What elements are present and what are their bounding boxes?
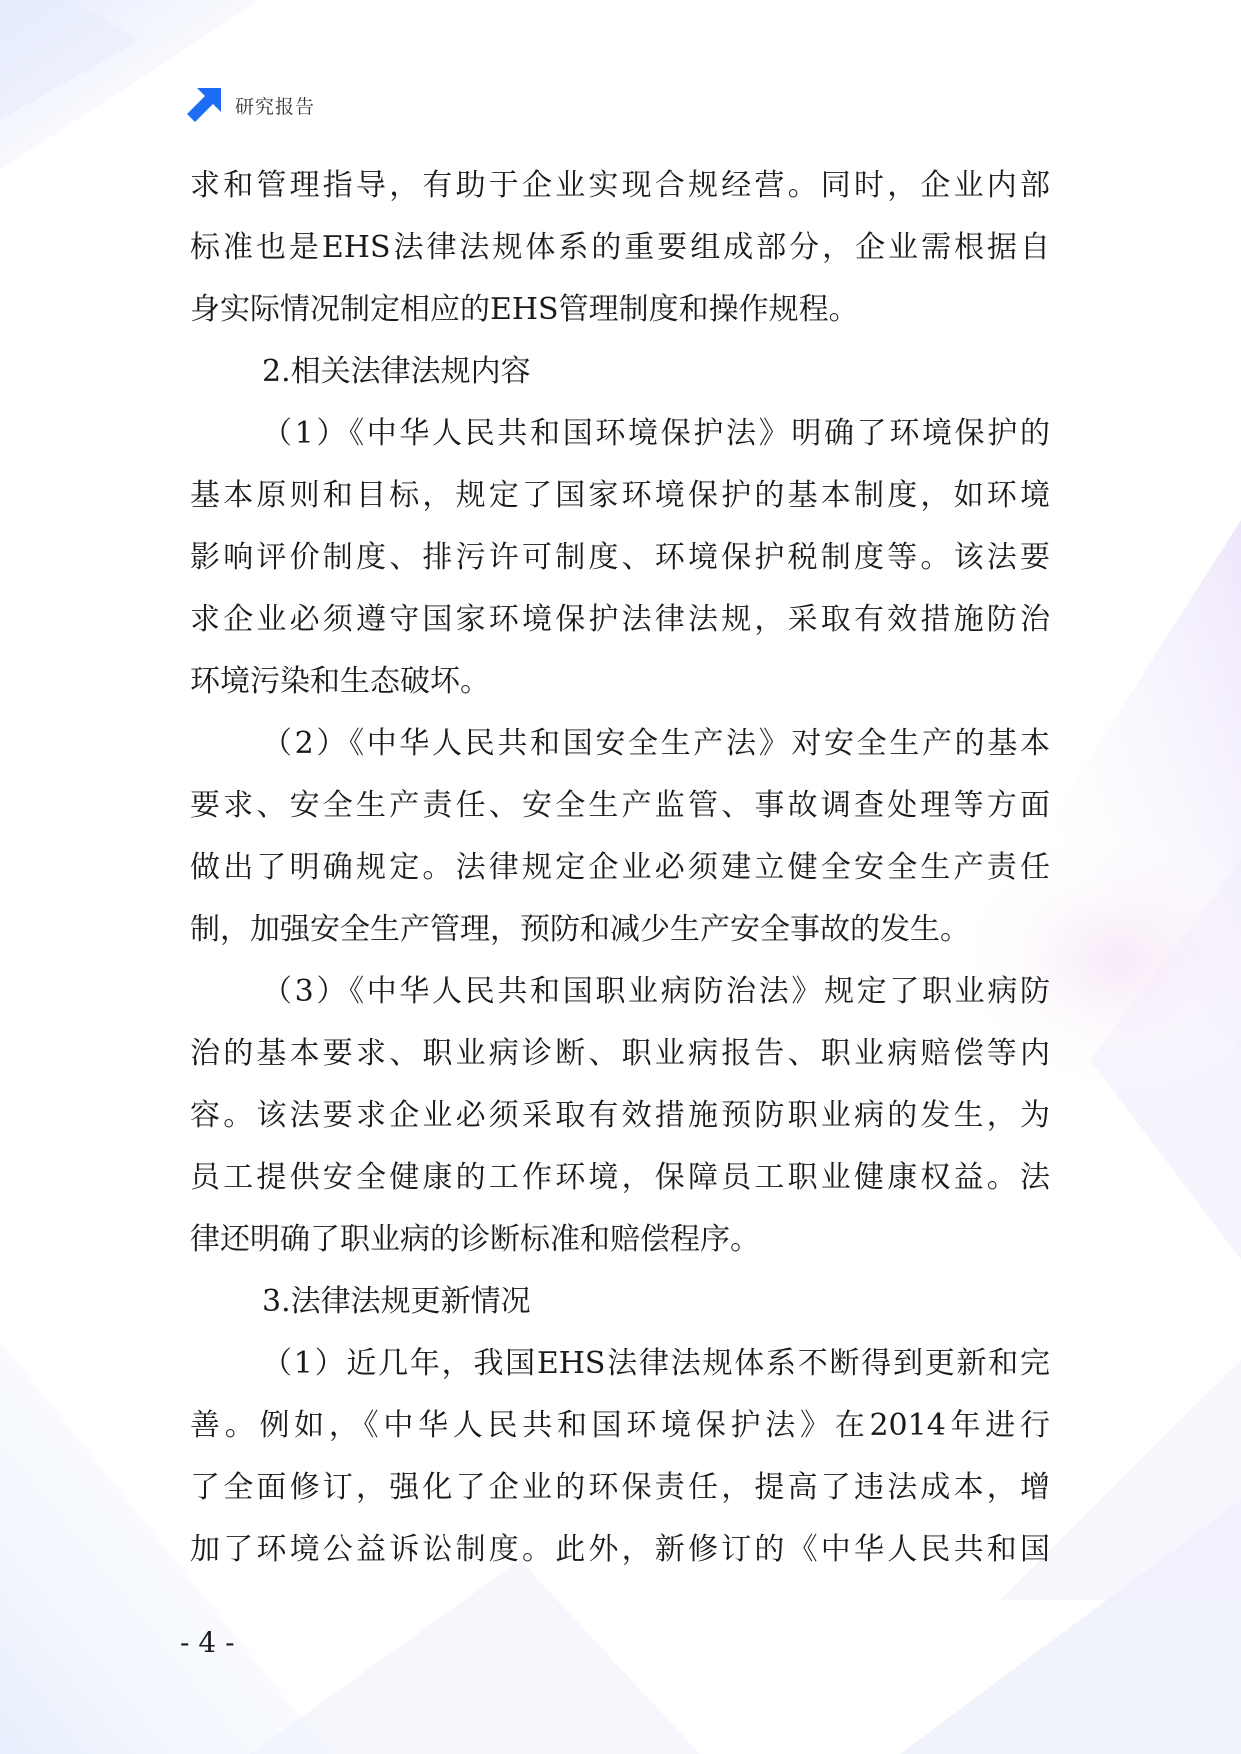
paragraph-line: 环境污染和生态破坏。 xyxy=(190,664,490,699)
paragraph-line: 员工提供安全健康的工作环境，保障员工职业健康权益。法 xyxy=(190,1160,1050,1195)
paragraph-line: 律还明确了职业病的诊断标准和赔偿程序。 xyxy=(190,1222,760,1257)
page-number: - 4 - xyxy=(180,1626,235,1659)
document-body xyxy=(190,155,1050,1581)
paragraph-line: 了全面修订，强化了企业的环保责任，提高了违法成本，增 xyxy=(190,1470,1050,1505)
paragraph-line: 善。例如，《中华人民共和国环境保护法》在2014年进行 xyxy=(190,1408,1050,1443)
paragraph-line: 制，加强安全生产管理，预防和减少生产安全事故的发生。 xyxy=(190,912,970,947)
paragraph-line: 求企业必须遵守国家环境保护法律法规，采取有效措施防治 xyxy=(190,602,1050,637)
section-heading: 3.法律法规更新情况 xyxy=(262,1284,531,1319)
paragraph-line: （3）《中华人民共和国职业病防治法》规定了职业病防 xyxy=(262,974,1050,1009)
report-header xyxy=(187,88,315,122)
header-label: 研究报告 xyxy=(235,95,316,118)
section-heading: 2.相关法律法规内容 xyxy=(262,354,531,389)
paragraph-line: 做出了明确规定。法律规定企业必须建立健全安全生产责任 xyxy=(190,850,1050,885)
paragraph-line: 身实际情况制定相应的EHS管理制度和操作规程。 xyxy=(190,292,859,327)
paragraph-line: 标准也是EHS法律法规体系的重要组成部分，企业需根据自 xyxy=(190,230,1050,265)
paragraph-line: （1）近几年，我国EHS法律法规体系不断得到更新和完 xyxy=(262,1346,1050,1381)
paragraph-line: 要求、安全生产责任、安全生产监管、事故调查处理等方面 xyxy=(190,788,1050,823)
paragraph-line: 加了环境公益诉讼制度。此外，新修订的《中华人民共和国 xyxy=(190,1532,1050,1567)
paragraph-line: 影响评价制度、排污许可制度、环境保护税制度等。该法要 xyxy=(190,540,1050,575)
paragraph-line: 治的基本要求、职业病诊断、职业病报告、职业病赔偿等内 xyxy=(190,1036,1050,1071)
paragraph-line: （2）《中华人民共和国安全生产法》对安全生产的基本 xyxy=(262,726,1050,761)
arrow-logo-icon xyxy=(187,88,221,122)
paragraph-line: （1）《中华人民共和国环境保护法》明确了环境保护的 xyxy=(262,416,1050,451)
paragraph-line: 基本原则和目标，规定了国家环境保护的基本制度，如环境 xyxy=(190,478,1050,513)
paragraph-line: 容。该法要求企业必须采取有效措施预防职业病的发生，为 xyxy=(190,1098,1050,1133)
paragraph-line: 求和管理指导，有助于企业实现合规经营。同时，企业内部 xyxy=(190,168,1050,203)
